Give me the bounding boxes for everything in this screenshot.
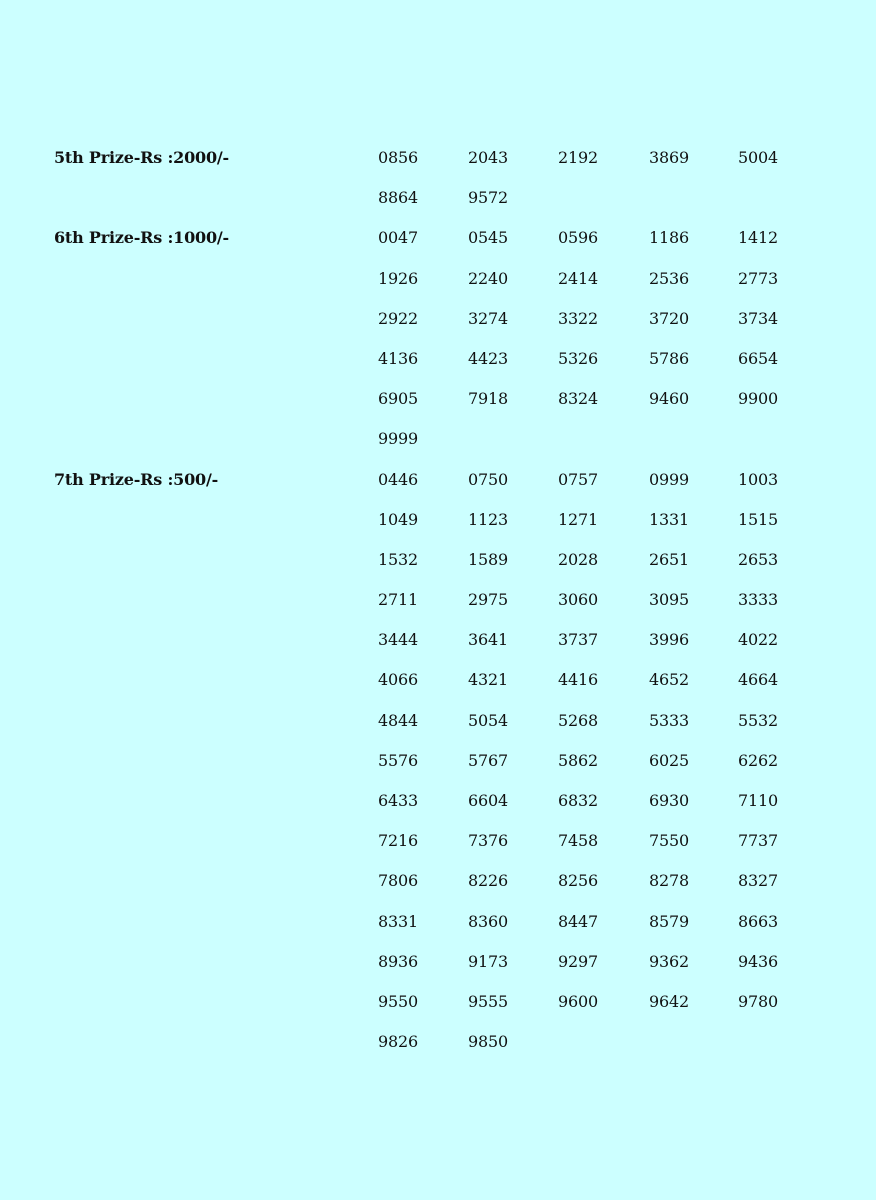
winning-number: 9572 [468, 188, 508, 208]
winning-number: 3095 [649, 590, 689, 610]
winning-number: 3322 [558, 308, 598, 328]
winning-number: 4664 [738, 670, 778, 690]
winning-number: 3737 [558, 630, 598, 650]
winning-number: 1589 [468, 549, 508, 569]
winning-number: 0757 [558, 469, 598, 489]
winning-number: 8447 [558, 911, 598, 931]
winning-number: 4022 [738, 630, 778, 650]
prize-label: 7th Prize-Rs :500/- [54, 469, 219, 489]
winning-number: 6433 [378, 791, 418, 810]
winning-number: 9173 [468, 951, 508, 971]
winning-number: 1186 [649, 228, 689, 248]
winning-number: 9999 [378, 429, 418, 449]
winning-number: 0545 [468, 228, 508, 248]
winning-numbers-grid [378, 218, 834, 459]
winning-number: 6604 [468, 791, 508, 810]
winning-number: 1271 [558, 509, 598, 529]
winning-number: 4066 [378, 670, 418, 690]
winning-number: 8278 [649, 871, 689, 891]
winning-number: 5576 [378, 750, 418, 770]
winning-number: 2975 [468, 590, 508, 610]
winning-number: 5326 [558, 348, 598, 368]
winning-number: 2414 [558, 268, 598, 288]
prize-label: 6th Prize-Rs :1000/- [54, 228, 229, 248]
winning-number: 3734 [738, 308, 778, 328]
winning-number: 5333 [649, 710, 689, 730]
winning-numbers-grid [378, 138, 834, 218]
winning-number: 8256 [558, 871, 598, 891]
winning-number: 2043 [468, 148, 508, 167]
winning-number: 3720 [649, 308, 689, 328]
winning-number: 4423 [468, 348, 508, 368]
winning-number: 2536 [649, 268, 689, 288]
winning-number: 8327 [738, 871, 778, 891]
winning-number: 6832 [558, 791, 598, 810]
winning-number: 9600 [558, 991, 598, 1011]
winning-number: 3274 [468, 308, 508, 328]
winning-number: 9436 [738, 951, 778, 971]
winning-number: 2653 [738, 549, 778, 569]
winning-number: 8226 [468, 871, 508, 891]
winning-number: 6025 [649, 750, 689, 770]
winning-number: 3996 [649, 630, 689, 650]
winning-number: 4652 [649, 670, 689, 690]
winning-number: 2773 [738, 268, 778, 288]
winning-number: 7918 [468, 389, 508, 409]
winning-number: 4321 [468, 670, 508, 690]
winning-number: 6930 [649, 791, 689, 810]
prize-label: 5th Prize-Rs :2000/- [54, 148, 229, 167]
winning-number: 9642 [649, 991, 689, 1011]
winning-number: 0750 [468, 469, 508, 489]
winning-number: 8579 [649, 911, 689, 931]
lottery-results [54, 138, 834, 1062]
winning-number: 8936 [378, 951, 418, 971]
winning-number: 9555 [468, 991, 508, 1011]
prize-section [54, 218, 834, 459]
winning-number: 3641 [468, 630, 508, 650]
winning-number: 2711 [378, 590, 418, 610]
winning-number: 2192 [558, 148, 598, 167]
winning-number: 4136 [378, 348, 418, 368]
winning-number: 9900 [738, 389, 778, 409]
winning-number: 6262 [738, 750, 778, 770]
winning-numbers-grid [378, 460, 834, 1063]
winning-number: 7110 [738, 791, 778, 810]
winning-number: 1532 [378, 549, 418, 569]
prize-section [54, 460, 834, 1063]
winning-number: 7737 [738, 831, 778, 851]
winning-number: 8864 [378, 188, 418, 208]
winning-number: 4844 [378, 710, 418, 730]
winning-number: 9780 [738, 991, 778, 1011]
winning-number: 9850 [468, 1032, 508, 1052]
winning-number: 7806 [378, 871, 418, 891]
winning-number: 0856 [378, 148, 418, 167]
winning-number: 5004 [738, 148, 778, 167]
winning-number: 0446 [378, 469, 418, 489]
winning-number: 1412 [738, 228, 778, 248]
prize-section [54, 138, 834, 218]
winning-number: 2028 [558, 549, 598, 569]
winning-number: 9460 [649, 389, 689, 409]
winning-number: 7376 [468, 831, 508, 851]
winning-number: 7550 [649, 831, 689, 851]
winning-number: 1515 [738, 509, 778, 529]
winning-number: 2240 [468, 268, 508, 288]
winning-number: 3869 [649, 148, 689, 167]
winning-number: 1049 [378, 509, 418, 529]
winning-number: 8324 [558, 389, 598, 409]
winning-number: 0999 [649, 469, 689, 489]
winning-number: 9297 [558, 951, 598, 971]
winning-number: 1926 [378, 268, 418, 288]
winning-number: 5268 [558, 710, 598, 730]
winning-number: 2651 [649, 549, 689, 569]
winning-number: 8331 [378, 911, 418, 931]
winning-number: 1003 [738, 469, 778, 489]
winning-number: 5054 [468, 710, 508, 730]
winning-number: 3333 [738, 590, 778, 610]
winning-number: 9362 [649, 951, 689, 971]
winning-number: 5786 [649, 348, 689, 368]
winning-number: 9550 [378, 991, 418, 1011]
winning-number: 8360 [468, 911, 508, 931]
winning-number: 1123 [468, 509, 508, 529]
winning-number: 0596 [558, 228, 598, 248]
winning-number: 0047 [378, 228, 418, 248]
winning-number: 3060 [558, 590, 598, 610]
winning-number: 5862 [558, 750, 598, 770]
winning-number: 3444 [378, 630, 418, 650]
winning-number: 5767 [468, 750, 508, 770]
winning-number: 2922 [378, 308, 418, 328]
winning-number: 9826 [378, 1032, 418, 1052]
winning-number: 7458 [558, 831, 598, 851]
winning-number: 6905 [378, 389, 418, 409]
winning-number: 4416 [558, 670, 598, 690]
winning-number: 7216 [378, 831, 418, 851]
winning-number: 8663 [738, 911, 778, 931]
winning-number: 5532 [738, 710, 778, 730]
winning-number: 6654 [738, 348, 778, 368]
winning-number: 1331 [649, 509, 689, 529]
